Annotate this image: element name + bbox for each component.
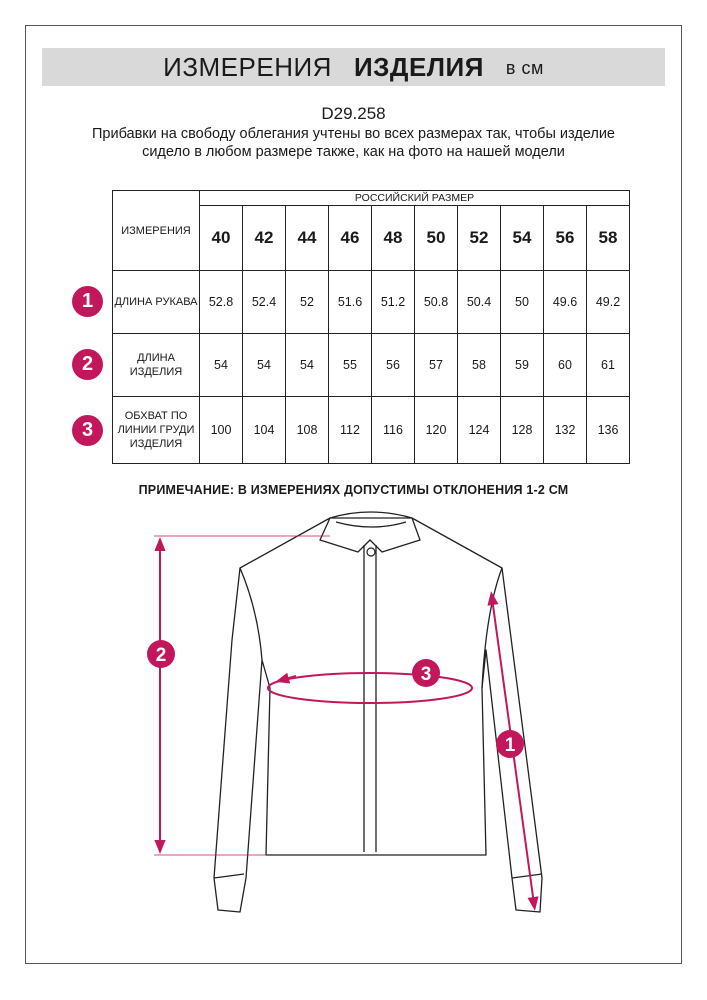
measure-header: ИЗМЕРЕНИЯ — [113, 191, 200, 271]
table-cell: 54 — [200, 334, 243, 397]
size-cell: 46 — [329, 206, 372, 271]
table-cell: 54 — [286, 334, 329, 397]
table-cell: 52 — [286, 271, 329, 334]
table-cell: 104 — [243, 397, 286, 464]
table-cell: 100 — [200, 397, 243, 464]
collar-button-icon — [367, 548, 375, 556]
table-cell: 51.6 — [329, 271, 372, 334]
shirt-outline — [214, 512, 542, 912]
table-cell: 59 — [501, 334, 544, 397]
chest-ellipse — [268, 673, 472, 703]
size-cell: 44 — [286, 206, 329, 271]
table-cell: 108 — [286, 397, 329, 464]
table-cell: 132 — [544, 397, 587, 464]
table-cell: 57 — [415, 334, 458, 397]
shirt-diagram — [0, 500, 707, 940]
table-cell: 50.8 — [415, 271, 458, 334]
row-number-badge: 2 — [72, 349, 103, 380]
size-table — [112, 190, 630, 464]
marker-3-text: 3 — [420, 664, 432, 685]
size-cell: 42 — [243, 206, 286, 271]
table-cell: 51.2 — [372, 271, 415, 334]
marker-1-badge — [496, 730, 524, 758]
size-cell: 54 — [501, 206, 544, 271]
table-cell: 116 — [372, 397, 415, 464]
size-cell: 50 — [415, 206, 458, 271]
table-cell: 60 — [544, 334, 587, 397]
table-cell: 49.6 — [544, 271, 587, 334]
table-cell: 55 — [329, 334, 372, 397]
row-label: ДЛИНА ИЗДЕЛИЯ — [113, 334, 200, 397]
table-cell: 128 — [501, 397, 544, 464]
table-row — [113, 271, 630, 334]
row-label: ДЛИНА РУКАВА — [113, 271, 200, 334]
table-row — [113, 334, 630, 397]
title-unit: в см — [505, 57, 544, 78]
table-cell: 54 — [243, 334, 286, 397]
size-cell: 48 — [372, 206, 415, 271]
table-cell: 61 — [587, 334, 630, 397]
measure-lines — [154, 536, 534, 904]
table-cell: 58 — [458, 334, 501, 397]
table-cell: 136 — [587, 397, 630, 464]
table-cell: 49.2 — [587, 271, 630, 334]
size-cell: 56 — [544, 206, 587, 271]
table-cell: 50.4 — [458, 271, 501, 334]
marker-2-badge — [147, 640, 175, 668]
row-number-badge: 1 — [72, 286, 103, 317]
marker-3-badge — [412, 659, 440, 687]
marker-1-text: 1 — [504, 735, 516, 756]
table-cell: 124 — [458, 397, 501, 464]
table-cell: 52.8 — [200, 271, 243, 334]
table-row — [113, 397, 630, 464]
fit-note: Прибавки на свободу облегания учтены во всех размерах так, чтобы изделие сидело в любом размере также, как на фото на нашей модели — [91, 126, 615, 160]
size-cell: 58 — [587, 206, 630, 271]
table-cell: 50 — [501, 271, 544, 334]
table-cell: 112 — [329, 397, 372, 464]
row-number-badge: 3 — [72, 415, 103, 446]
table-cell: 52.4 — [243, 271, 286, 334]
marker-2-text: 2 — [155, 645, 167, 666]
size-cell: 52 — [458, 206, 501, 271]
size-group-header: РОССИЙСКИЙ РАЗМЕР — [200, 191, 630, 206]
title-part2: ИЗДЕЛИЯ — [353, 51, 484, 82]
size-cell: 40 — [200, 206, 243, 271]
table-cell: 120 — [415, 397, 458, 464]
title-part1: ИЗМЕРЕНИЯ — [163, 51, 332, 82]
tolerance-remark: ПРИМЕЧАНИЕ: В ИЗМЕРЕНИЯХ ДОПУСТИМЫ ОТКЛОНЕНИЯ 1-2 СМ — [138, 483, 569, 497]
article-number: D29.258 — [321, 104, 386, 123]
table-cell: 56 — [372, 334, 415, 397]
row-label: ОБХВАТ ПО ЛИНИИ ГРУДИ ИЗДЕЛИЯ — [113, 397, 200, 464]
title-bar — [42, 48, 665, 86]
